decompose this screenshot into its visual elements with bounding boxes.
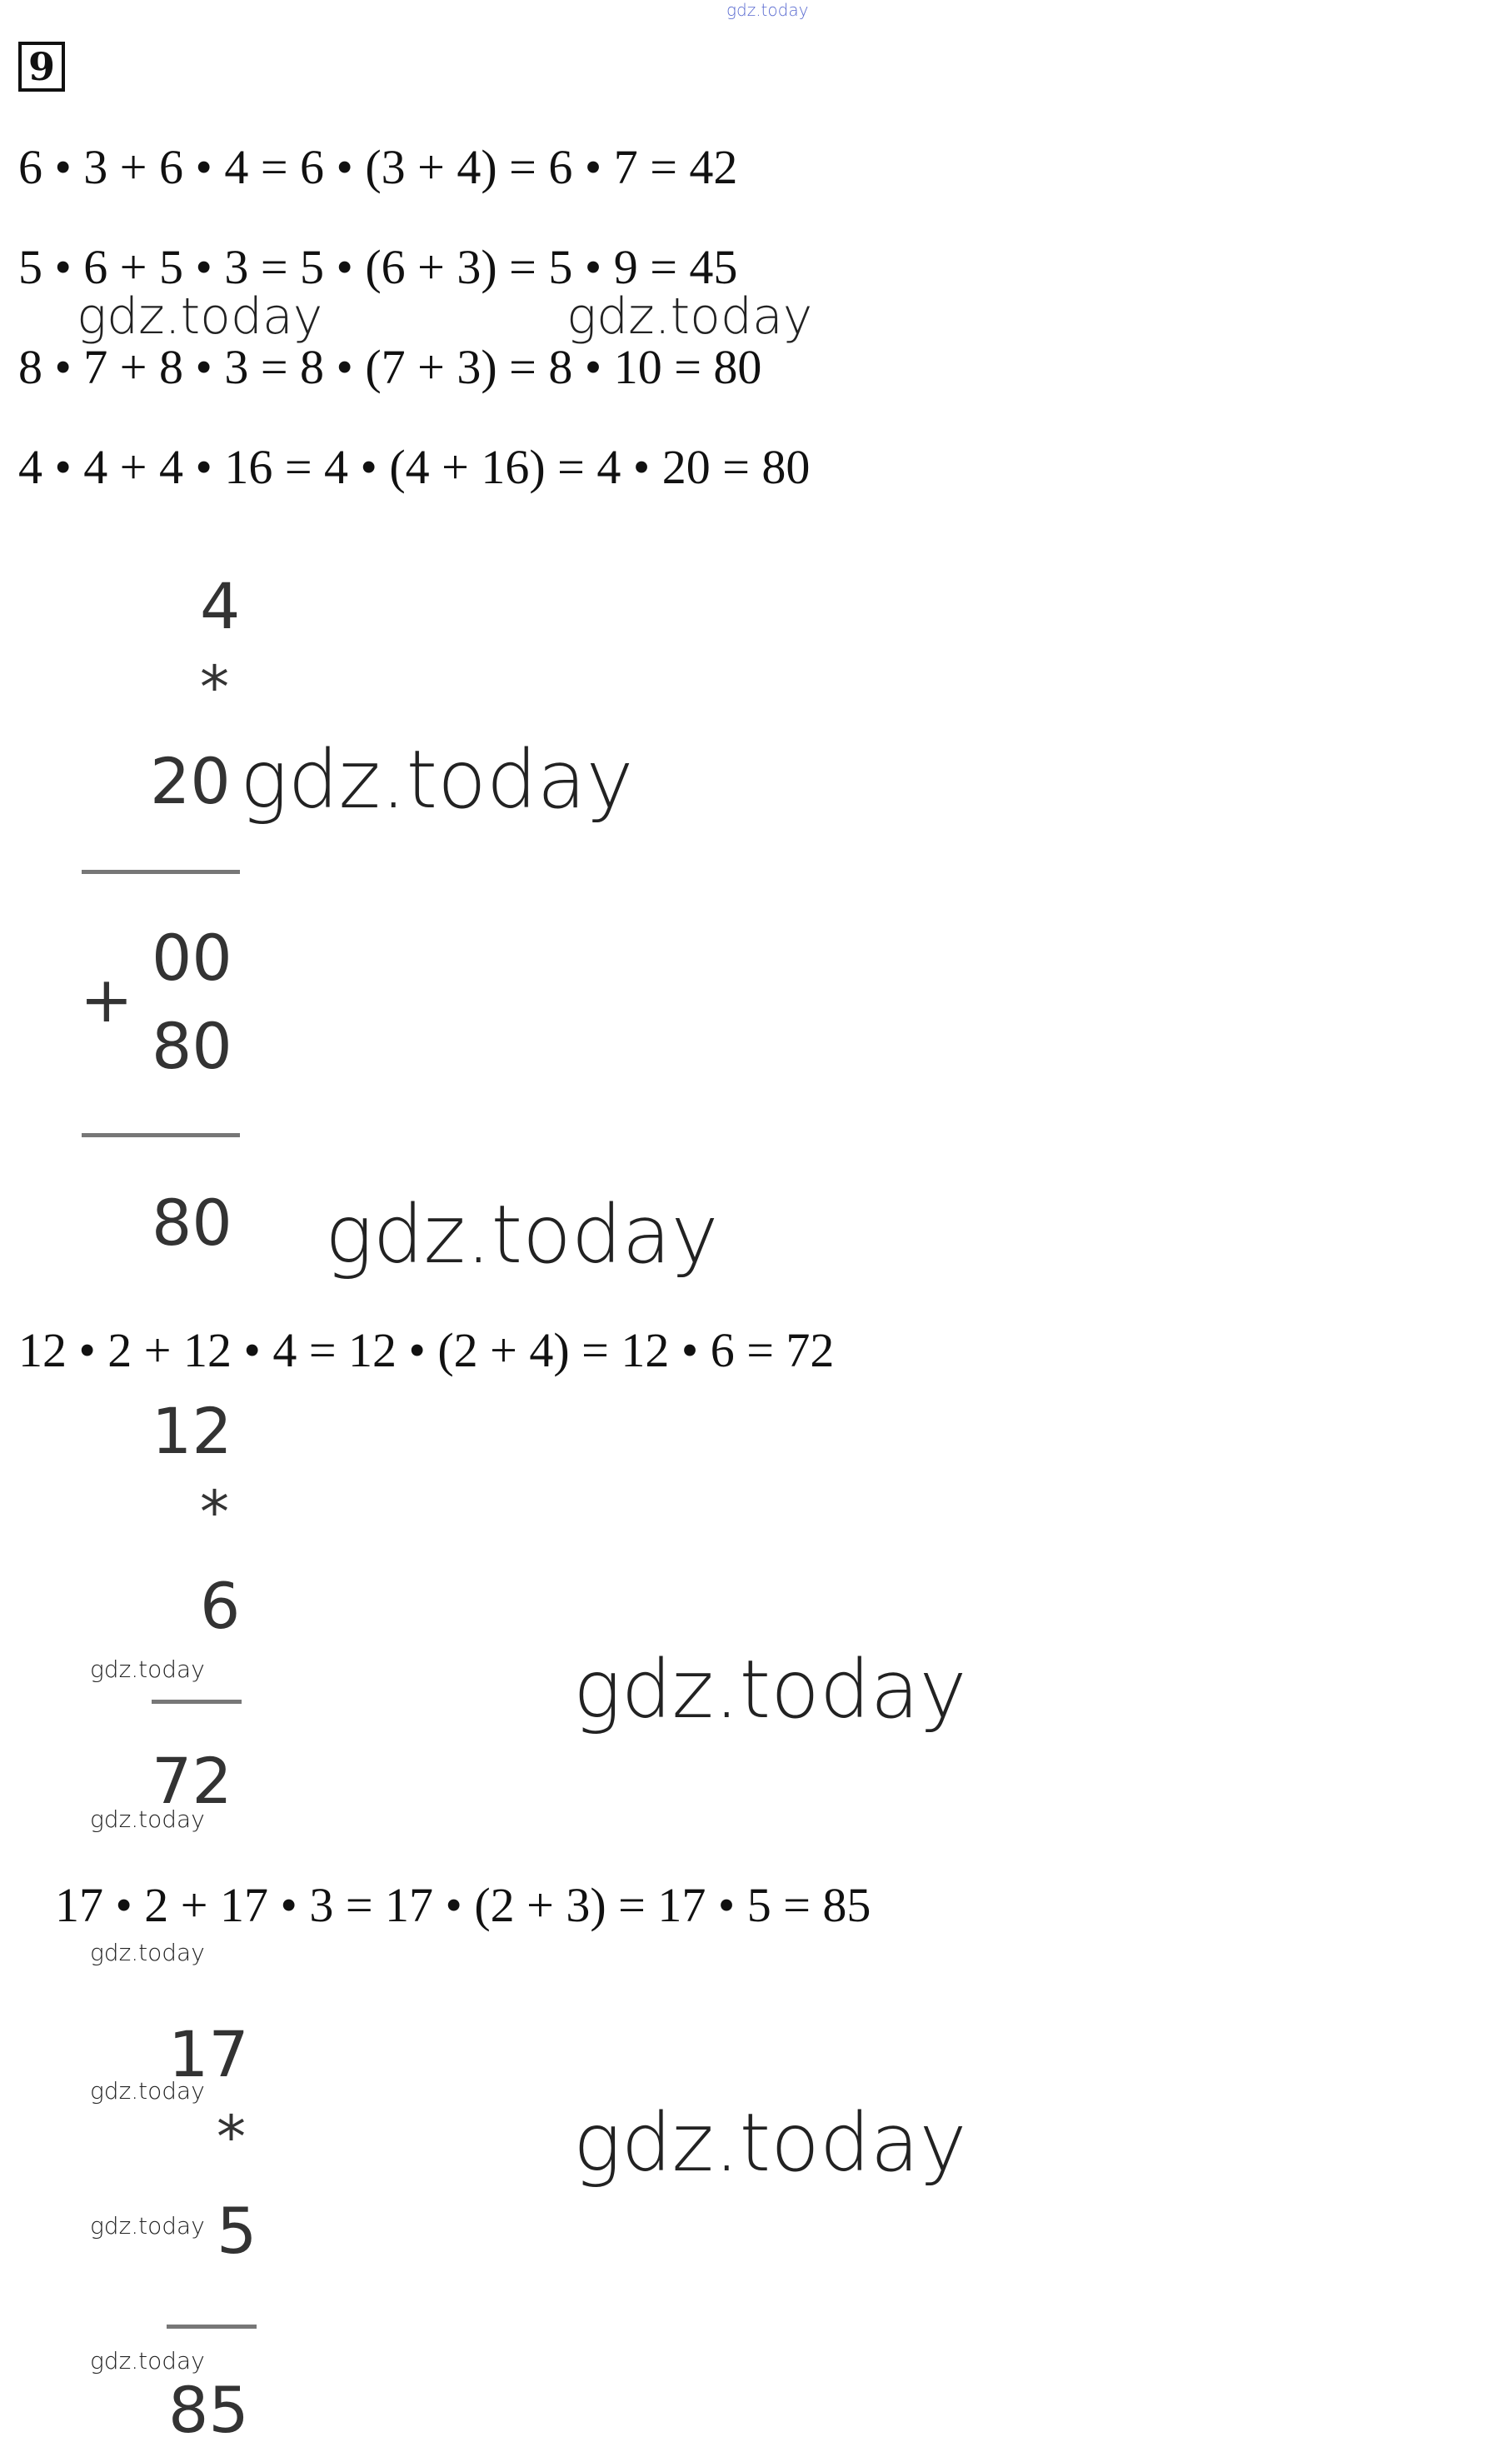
equation-3: 8 • 7 + 8 • 3 = 8 • (7 + 3) = 8 • 10 = 80	[18, 340, 762, 394]
watermark: gdz.today	[90, 2347, 205, 2375]
equation-5: 12 • 2 + 12 • 4 = 12 • (2 + 4) = 12 • 6 = 72	[18, 1323, 835, 1377]
watermark: gdz.today	[77, 287, 323, 346]
equation-6: 17 • 2 + 17 • 3 = 17 • (2 + 3) = 17 • 5 = 85	[55, 1878, 871, 1932]
calc-4x20-factor2: 20	[150, 744, 231, 818]
calc-12x6-result: 72	[152, 1744, 232, 1818]
calc-17x5-rule	[167, 2325, 257, 2329]
calc-12x6-rule	[152, 1700, 242, 1704]
equation-4: 4 • 4 + 4 • 16 = 4 • (4 + 16) = 4 • 20 = 80	[18, 440, 811, 494]
watermark: gdz.today	[240, 733, 634, 826]
watermark-top: gdz.today	[726, 0, 809, 20]
watermark: gdz.today	[90, 2077, 205, 2105]
watermark: gdz.today	[90, 1805, 205, 1833]
calc-4x20-plus: +	[80, 962, 133, 1036]
watermark: gdz.today	[566, 287, 813, 346]
watermark: gdz.today	[573, 1643, 967, 1736]
watermark: gdz.today	[90, 1655, 205, 1683]
watermark: gdz.today	[90, 1939, 205, 1966]
equation-2: 5 • 6 + 5 • 3 = 5 • (6 + 3) = 5 • 9 = 45	[18, 240, 738, 294]
calc-12x6-factor1: 12	[152, 1394, 232, 1468]
calc-4x20-operator: *	[200, 653, 229, 722]
calc-4x20-result: 80	[152, 1186, 232, 1260]
calc-17x5-factor2: 5	[217, 2194, 257, 2268]
calc-17x5-factor1: 17	[168, 2017, 249, 2091]
calc-12x6-operator: *	[200, 1478, 229, 1546]
calc-17x5-operator: *	[217, 2103, 246, 2171]
calc-17x5-result: 85	[168, 2373, 249, 2447]
calc-12x6-factor2: 6	[200, 1569, 241, 1643]
calc-4x20-partial2: 80	[152, 1009, 232, 1083]
calc-4x20-rule-2	[82, 1133, 240, 1137]
task-number: 9	[18, 42, 65, 92]
watermark: gdz.today	[90, 2212, 205, 2240]
watermark: gdz.today	[573, 2096, 967, 2190]
calc-4x20-rule-1	[82, 870, 240, 874]
watermark: gdz.today	[325, 1188, 719, 1281]
calc-4x20-factor1: 4	[200, 569, 241, 643]
calc-4x20-partial1: 00	[152, 921, 232, 995]
equation-1: 6 • 3 + 6 • 4 = 6 • (3 + 4) = 6 • 7 = 42	[18, 140, 738, 194]
